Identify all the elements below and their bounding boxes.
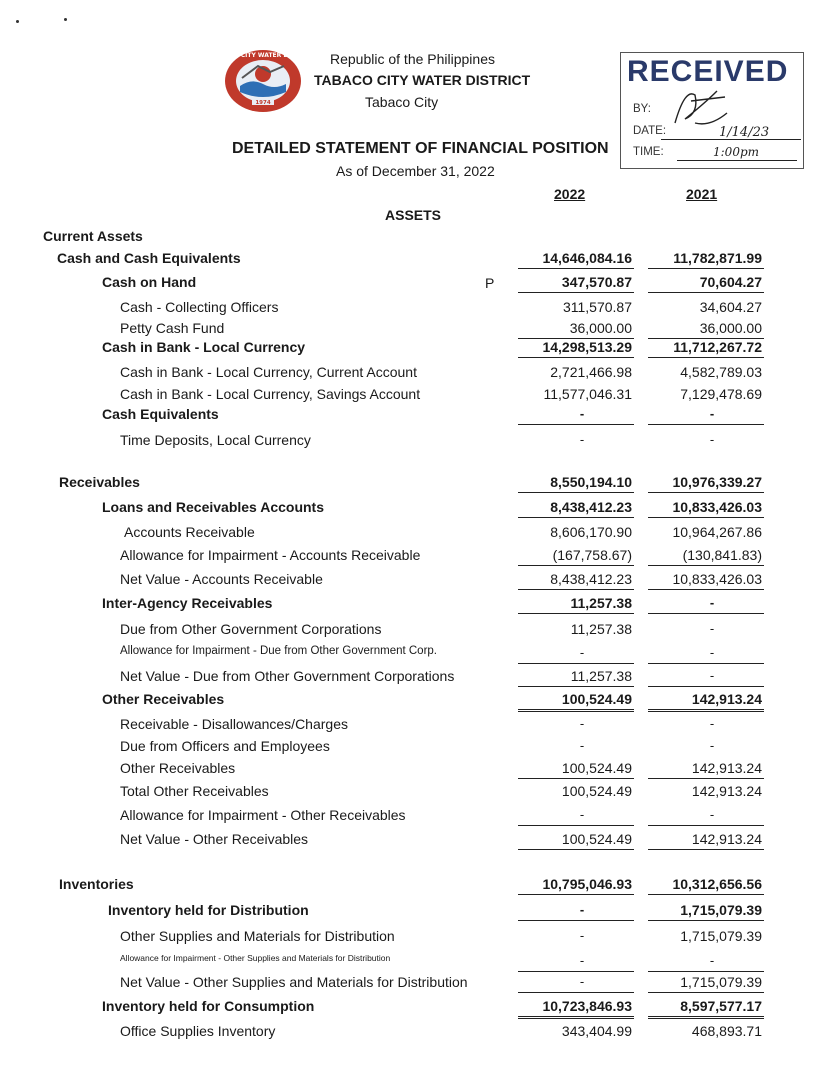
underline <box>648 894 764 895</box>
underline <box>648 709 764 712</box>
row-label: Net Value - Other Receivables <box>120 831 309 847</box>
row-label: Receivable - Disallowances/Charges <box>120 716 348 732</box>
underline <box>648 920 764 921</box>
value-2022: - <box>579 432 585 447</box>
row-label: Other Receivables <box>120 760 236 776</box>
underline <box>518 849 634 850</box>
value-2021: 10,964,267.86 <box>672 524 762 540</box>
underline <box>648 492 764 493</box>
value-2022: - <box>579 953 585 968</box>
underline <box>648 589 764 590</box>
value-2021: 34,604.27 <box>699 299 762 315</box>
value-2021: 142,913.24 <box>691 783 762 799</box>
row-label: Office Supplies Inventory <box>120 1023 276 1039</box>
value-2021: 1,715,079.39 <box>680 974 762 990</box>
value-2021: 1,715,079.39 <box>680 902 762 918</box>
stamp-date-value: 1/14/23 <box>719 125 770 140</box>
row-label: Cash in Bank - Local Currency, Current Account <box>120 364 417 380</box>
value-2021: (130,841.83) <box>682 547 762 563</box>
underline <box>518 1016 634 1019</box>
underline <box>648 686 764 687</box>
underline <box>648 825 764 826</box>
value-2022: 36,000.00 <box>569 320 632 336</box>
value-2022: 14,646,084.16 <box>542 250 632 266</box>
row-label: Accounts Receivable <box>124 524 255 540</box>
row-label: Total Other Receivables <box>120 783 269 799</box>
underline <box>518 778 634 779</box>
currency-symbol: P <box>485 275 495 291</box>
value-2021: - <box>709 621 715 636</box>
underline <box>518 709 634 712</box>
section-heading: ASSETS <box>385 207 442 223</box>
value-2022: 347,570.87 <box>561 274 632 290</box>
underline <box>518 589 634 590</box>
value-2021: - <box>709 668 715 683</box>
stamp-by-label: BY: <box>633 103 651 115</box>
value-2021: 10,312,656.56 <box>672 876 762 892</box>
value-2022: 343,404.99 <box>561 1023 632 1039</box>
row-label: Due from Officers and Employees <box>120 738 330 754</box>
svg-text:TABACO CITY WATER DISTRICT: TABACO CITY WATER DISTRICT <box>211 52 315 59</box>
value-2021: 10,833,426.03 <box>672 571 762 587</box>
city-name: Tabaco City <box>365 94 439 110</box>
row-label: Allowance for Impairment - Other Supplies and Materials for Distribution <box>120 953 391 963</box>
value-2022: - <box>579 928 585 943</box>
underline <box>518 920 634 921</box>
row-label: Net Value - Due from Other Government Corporations <box>120 668 455 684</box>
scan-speck <box>16 20 19 23</box>
value-2022: - <box>579 974 585 989</box>
value-2022: 2,721,466.98 <box>550 364 632 380</box>
row-label: Current Assets <box>43 228 143 244</box>
row-label: Inventory held for Distribution <box>108 902 309 918</box>
underline <box>648 849 764 850</box>
row-label: Net Value - Accounts Receivable <box>120 571 323 587</box>
row-label: Inventories <box>59 876 134 892</box>
underline <box>648 613 764 614</box>
underline <box>518 825 634 826</box>
underline <box>518 424 634 425</box>
row-label: Time Deposits, Local Currency <box>120 432 311 448</box>
row-label: Other Supplies and Materials for Distribution <box>120 928 395 944</box>
stamp-time-label: TIME: <box>633 146 664 158</box>
year-prior-header: 2021 <box>686 186 718 202</box>
value-2021: 10,976,339.27 <box>672 474 762 490</box>
underline <box>518 663 634 664</box>
row-label: Allowance for Impairment - Other Receivables <box>120 807 406 823</box>
republic-line: Republic of the Philippines <box>330 51 495 67</box>
value-2022: 100,524.49 <box>561 760 632 776</box>
svg-text:1974: 1974 <box>255 100 271 106</box>
value-2022: 14,298,513.29 <box>542 339 632 355</box>
value-2021: - <box>709 716 715 731</box>
underline <box>518 992 634 993</box>
value-2022: - <box>579 738 585 753</box>
value-2022: 100,524.49 <box>561 691 632 707</box>
value-2021: - <box>709 738 715 753</box>
value-2021: - <box>709 645 715 660</box>
underline <box>648 971 764 972</box>
row-label: Allowance for Impairment - Accounts Receivable <box>120 547 421 563</box>
row-label: Cash in Bank - Local Currency <box>102 339 306 355</box>
value-2022: 8,606,170.90 <box>550 524 632 540</box>
value-2022: - <box>579 406 585 421</box>
value-2021: 142,913.24 <box>691 691 762 707</box>
value-2022: 11,257.38 <box>570 668 632 684</box>
row-label: Net Value - Other Supplies and Materials for Distribution <box>120 974 468 990</box>
value-2022: (167,758.67) <box>552 547 632 563</box>
row-label: Loans and Receivables Accounts <box>102 499 324 515</box>
value-2022: 11,257.38 <box>570 621 632 637</box>
value-2022: 10,723,846.93 <box>542 998 632 1014</box>
value-2022: - <box>579 902 585 917</box>
underline <box>648 1016 764 1019</box>
row-label: Inter-Agency Receivables <box>102 595 273 611</box>
value-2022: 8,550,194.10 <box>550 474 632 490</box>
row-label: Allowance for Impairment - Due from Other Government Corp. <box>120 645 438 657</box>
underline <box>648 517 764 518</box>
value-2021: 7,129,478.69 <box>680 386 762 402</box>
value-2022: 100,524.49 <box>561 831 632 847</box>
value-2022: - <box>579 645 585 660</box>
value-2021: 11,712,267.72 <box>673 339 762 355</box>
underline <box>518 686 634 687</box>
value-2022: - <box>579 807 585 822</box>
value-2021: 1,715,079.39 <box>680 928 762 944</box>
received-stamp <box>620 52 804 169</box>
row-label: Due from Other Government Corporations <box>120 621 382 637</box>
value-2022: 8,438,412.23 <box>550 499 632 515</box>
row-label: Receivables <box>59 474 140 490</box>
value-2021: - <box>709 406 715 421</box>
row-label: Petty Cash Fund <box>120 320 225 336</box>
as-of-date: As of December 31, 2022 <box>336 163 495 179</box>
underline <box>518 565 634 566</box>
value-2021: - <box>709 432 715 447</box>
underline <box>518 517 634 518</box>
value-2022: 100,524.49 <box>561 783 632 799</box>
row-label: Cash in Bank - Local Currency, Savings Account <box>120 386 421 402</box>
value-2022: - <box>579 716 585 731</box>
row-label: Cash and Cash Equivalents <box>57 250 241 266</box>
value-2022: 8,438,412.23 <box>550 571 632 587</box>
underline <box>648 292 764 293</box>
org-name: TABACO CITY WATER DISTRICT <box>314 72 531 88</box>
value-2022: 311,570.87 <box>562 299 632 315</box>
underline <box>648 357 764 358</box>
value-2022: 10,795,046.93 <box>542 876 632 892</box>
underline <box>518 268 634 269</box>
page-title: DETAILED STATEMENT OF FINANCIAL POSITION <box>232 140 609 157</box>
value-2021: - <box>709 807 715 822</box>
underline <box>518 971 634 972</box>
value-2022: 11,577,046.31 <box>543 386 632 402</box>
underline <box>518 292 634 293</box>
underline <box>518 492 634 493</box>
value-2021: 8,597,577.17 <box>680 998 762 1014</box>
value-2021: 142,913.24 <box>691 760 762 776</box>
value-2021: 142,913.24 <box>691 831 762 847</box>
year-current-header: 2022 <box>554 186 586 202</box>
received-label: RECEIVED <box>627 55 789 88</box>
underline <box>648 565 764 566</box>
row-label: Cash - Collecting Officers <box>120 299 279 315</box>
underline <box>648 268 764 269</box>
scan-speck <box>64 18 67 21</box>
underline <box>648 424 764 425</box>
water-district-logo <box>211 48 315 114</box>
value-2021: - <box>709 595 715 610</box>
value-2022: 11,257.38 <box>570 595 632 611</box>
row-label: Other Receivables <box>102 691 225 707</box>
underline <box>518 894 634 895</box>
underline <box>648 778 764 779</box>
stamp-time-value: 1:00pm <box>713 145 760 159</box>
value-2021: 70,604.27 <box>699 274 762 290</box>
underline <box>518 613 634 614</box>
row-label: Cash Equivalents <box>102 406 219 422</box>
underline <box>518 357 634 358</box>
value-2021: - <box>709 953 715 968</box>
value-2021: 10,833,426.03 <box>672 499 762 515</box>
value-2021: 11,782,871.99 <box>673 250 762 266</box>
row-label: Cash on Hand <box>102 274 197 290</box>
value-2021: 36,000.00 <box>699 320 762 336</box>
underline <box>648 663 764 664</box>
stamp-date-label: DATE: <box>633 125 667 137</box>
value-2021: 468,893.71 <box>691 1023 762 1039</box>
underline <box>648 992 764 993</box>
value-2021: 4,582,789.03 <box>680 364 762 380</box>
row-label: Inventory held for Consumption <box>102 998 315 1014</box>
